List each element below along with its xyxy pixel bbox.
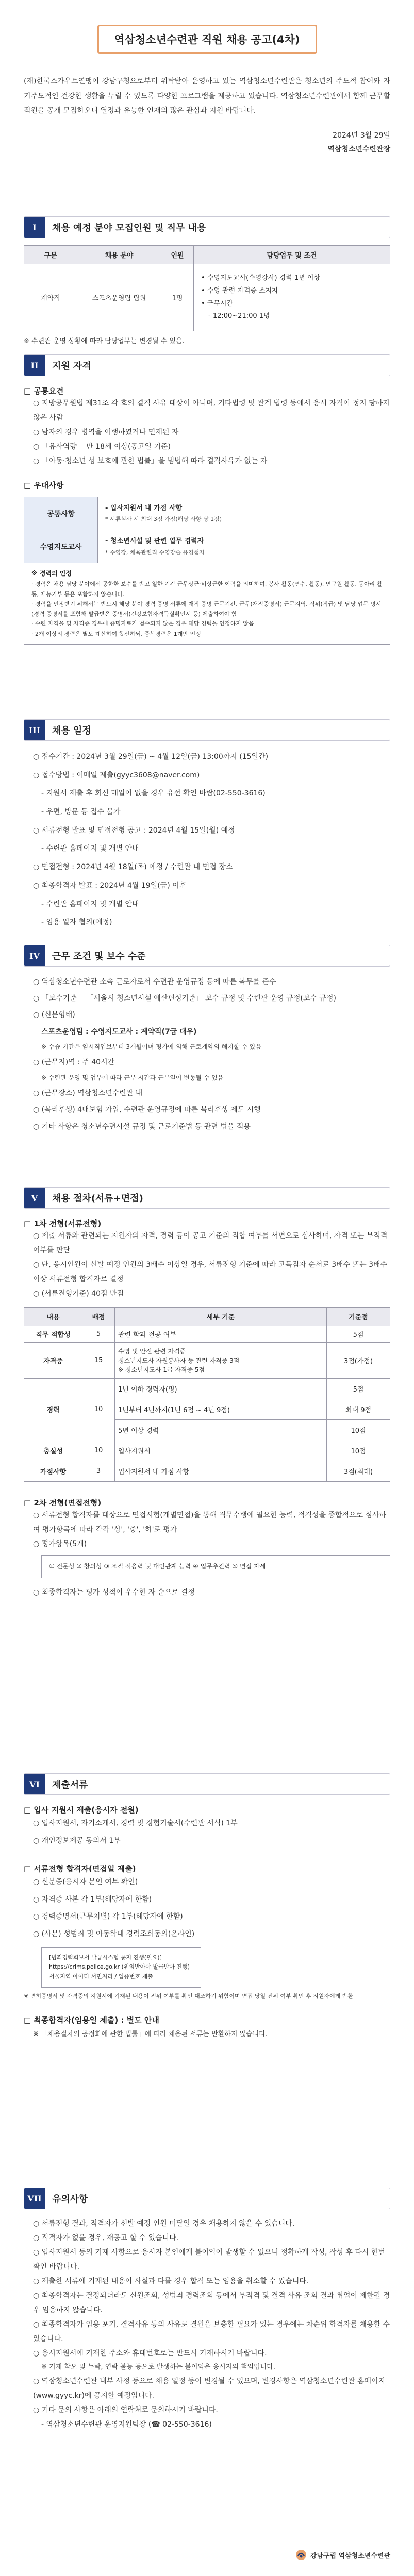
section-title: 채용 절차(서류+면접) (52, 1193, 143, 1204)
table-cell: 스포츠운영팀 팀원 (77, 264, 161, 331)
section-caution (24, 2188, 390, 2432)
preferred-sub: * 수영장, 체육관련직 수영강습 유경험자 (105, 549, 205, 556)
table-cell: 1년부터 4년까지(1년 6점 ~ 4년 9점) (115, 1399, 327, 1420)
schedule-list (24, 748, 390, 932)
section-qualification (24, 354, 390, 645)
common-req-title: □ 공통요건 (24, 386, 64, 396)
recruit-table (24, 245, 390, 331)
duties-cell (194, 264, 390, 331)
caution-item: ○ 입사지원서 등의 기재 사항으로 응시자 본인에게 불이익이 발생할 수 있으니 정확하게 작성, 작성 후 다시 한번 확인 바랍니다. (33, 2248, 385, 2271)
final-decision: ○ 최종합격자는 평가 성적이 우수한 자 순으로 결정 (33, 1588, 195, 1597)
schedule-item: ○ 최종합격자 발표 : 2024년 4월 19일(금) 이후 (33, 881, 187, 890)
table-cell: 계약직 (24, 264, 77, 331)
career-note: · 수련 자격을 및 자격증 경우에 증명자료가 첨수되지 않은 경우 해당 경력을 인정하지 않음 (31, 620, 254, 628)
section-number: IV (24, 945, 45, 966)
section-number: II (24, 355, 45, 376)
table-cell: 입사지원서 내 가점 사항 (115, 1461, 327, 1482)
section-documents (24, 1773, 390, 2041)
career-note: · 경력은 채용 담당 분야에서 공한한 보수를 받고 일한 기간 근무상근·비상근한 이력을 의미하며, 봉사 활동(연수, 활동), 연구원 활동, 동아리 활동, 재능기부 등은 포함하지 않습니다. (31, 581, 383, 598)
table-cell: 5점 (327, 1379, 390, 1399)
table-cell: 1년 이하 경력자(명) (115, 1379, 327, 1399)
schedule-item: ○ 접수기간 : 2024년 3월 29일(금) ~ 4월 12일(금) 13:00까지 (15일간) (33, 753, 269, 761)
section-header (24, 354, 390, 376)
schedule-item: ○ 서류전형 발표 및 면접전형 공고 : 2024년 4월 15일(월) 예정 (33, 826, 235, 835)
preferred-label: 수영지도교사 (24, 530, 98, 563)
table-cell: 5년 이상 경력 (115, 1420, 327, 1440)
section-header (24, 2188, 390, 2209)
duty-item: - 12:00~21:00 1명 (208, 312, 270, 320)
schedule-item: - 임용 일자 협의(예정) (41, 918, 112, 927)
table-header: 구분 (24, 246, 77, 264)
recruit-note: ※ 수련관 운영 상황에 따라 담당업무는 변경될 수 있음. (24, 337, 185, 345)
schedule-item: ○ 접수방법 : 이메일 제출(gyyc3608@naver.com) (33, 771, 200, 779)
table-cell: 5 (82, 1326, 115, 1343)
caution-item: ※ 기재 착오 및 누락, 연락 불능 등으로 발생하는 불이익은 응시자의 책임입니다. (41, 2363, 275, 2371)
table-cell: 10 (82, 1379, 115, 1440)
section-procedure (24, 1187, 390, 1600)
screening-table (24, 1307, 390, 1482)
caution-item: - 역삼청소년수련관 운영지원팀장 (☎ 02-550-3616) (41, 2420, 212, 2429)
career-notes (24, 563, 390, 645)
section-title: 제출서류 (52, 1780, 88, 1790)
work-item: ※ 수련관 운영 및 업무에 따라 근무 시간과 근무일이 변동될 수 있음 (41, 1074, 224, 1081)
docs-item: ○ 신분증(응시자 본인 여부 확인) (33, 1878, 138, 1887)
table-cell: 가점사항 (24, 1461, 82, 1482)
schedule-item: - 지원서 제출 후 회신 메일이 없을 경우 유선 확인 바람(02-550-3616) (41, 789, 266, 798)
table-cell: 수영 및 안전 관련 자격증 청소년지도사 자원봉사자 등 관련 자격증 3점 ※ 청소년지도사 1급 자격증 5점 (115, 1343, 327, 1379)
preferred-content (98, 530, 390, 563)
criminal-record-box (41, 1947, 201, 1988)
section-title: 지원 자격 (52, 361, 91, 371)
intro-paragraph: (재)한국스카우트연맹이 강남구청으로부터 위탁받아 운영하고 있는 역삼청소년수련관은 청소년의 주도적 참여와 자기주도적인 건강한 생활을 누릴 수 있도록 다양한 프로그램을 제공하고 있습니다. 역삼청소년수련관에서 함께 근무할 직원을 공개 모집하오니 열정과 유능한 인재의 많은 관심과 지원 바랍니다. (24, 77, 390, 115)
announcement-date: 2024년 3월 29일 (333, 131, 390, 140)
footer-org (295, 2549, 390, 2561)
common-req-item: ○ 남자의 경우 병역을 이행하였거나 면제된 자 (33, 428, 179, 436)
preferred-table (24, 497, 390, 645)
table-header: 배점 (82, 1308, 115, 1326)
work-item: ○ 「보수기준」 「서울시 청소년시설 예산편성기준」 보수 규정 및 수련관 운영 규정(보수 규정) (33, 994, 336, 1003)
preferred-title: □ 우대사항 (24, 481, 64, 490)
docs-final-note: ※ 「채용절차의 공정화에 관한 법률」에 따라 채용된 서류는 반환하지 않습니다. (33, 2030, 268, 2039)
section-number: VI (24, 1774, 45, 1794)
preferred-sub: * 서류심사 시 최대 3점 가점(해당 사항 당 1점) (105, 516, 222, 523)
section-number: VII (24, 2188, 45, 2209)
table-cell: 3 (82, 1461, 115, 1482)
org-logo-icon (295, 2549, 307, 2561)
table-cell: 최대 9점 (327, 1399, 390, 1420)
caution-item: ○ 최종합격자가 임용 포기, 결격사유 등의 사유로 결원을 보충할 필요가 있는 경우에는 차순위 합격자를 채용할 수 있습니다. (33, 2320, 390, 2343)
section-number: I (24, 217, 45, 238)
box-line: 서울지역 아이디 서면처리 / 입증번호 제출 (49, 1973, 153, 1980)
section-header (24, 1187, 390, 1209)
section-work-conditions (24, 945, 390, 1135)
first-stage-title: □ 1차 전형(서류전형) (24, 1219, 102, 1228)
table-cell: 3점(최대) (327, 1461, 390, 1482)
section-number: V (24, 1188, 45, 1208)
work-item: ○ (신분형태) (33, 1011, 75, 1020)
table-header: 기준점 (327, 1308, 390, 1326)
career-note: · 2개 이상의 경력은 별도 계산하여 합산하되, 중복경력은 1개만 인정 (31, 630, 201, 637)
caution-item: ○ 기타 문의 사항은 아래의 연락처로 문의하시기 바랍니다. (33, 2406, 218, 2414)
table-header: 인원 (161, 246, 194, 264)
caution-item: ○ 제출한 서류에 기재된 내용이 사실과 다를 경우 합격 또는 임용을 취소할 수 있습니다. (33, 2277, 309, 2285)
box-line: [범죄경력회보서 발급시스템 통지 진행(필요)] (49, 1954, 162, 1961)
section-title: 유의사항 (52, 2194, 88, 2205)
docs-item: ○ 입사지원서, 자기소개서, 경력 및 경험기술서(수련관 서식) 1부 (33, 1819, 238, 1827)
section-header (24, 719, 390, 741)
table-cell: 자격증 (24, 1343, 82, 1379)
common-req-item: ○ 「아동·청소년 성 보호에 관한 법률」을 범법해 따라 결격사유가 없는 자 (33, 457, 268, 465)
caution-item: ○ 적격자가 없을 경우, 재공고 할 수 있습니다. (33, 2234, 179, 2242)
work-item: 스포츠운영팀 : 수영지도교사 : 계약직(7급 대우) (41, 1027, 197, 1036)
section-header (24, 945, 390, 967)
page-title: 역삼청소년수련관 직원 채용 공고(4차) (97, 25, 317, 54)
table-cell: 경력 (24, 1379, 82, 1440)
table-cell: 충실성 (24, 1440, 82, 1461)
table-header: 내용 (24, 1308, 82, 1326)
section-header (24, 1773, 390, 1795)
docs-box-note: ※ 면허증명서 및 자격증의 지원서에 기재된 내용이 진위 여부를 확인 대조하기 위함이며 면접 당일 진위 여부 확인 후 지원자에게 반환 (24, 1992, 353, 1999)
common-req-item: ○ 지방공무원법 제31조 각 호의 결격 사유 대상이 아니며, 기타법령 및 관계 법령 등에서 응시 자격이 정지 당하지 않은 사람 (33, 399, 390, 422)
first-stage-item: ○ 단, 응시인원이 선발 예정 인원의 3배수 이상일 경우, 서류전형 기준에 따라 고득점자 순서로 3배수 또는 3배수 이상 서류전형 합격자로 결정 (33, 1261, 388, 1283)
table-cell: 10 (82, 1440, 115, 1461)
docs-apply-title: □ 입사 지원시 제출(응시자 전원) (24, 1805, 139, 1815)
docs-item: ○ 경력증명서(근무처별) 각 1부(해당자에 한함) (33, 1912, 183, 1921)
section-number: III (24, 720, 45, 740)
table-cell: 입사지원서 (115, 1440, 327, 1461)
table-cell: 관련 학과 전공 여부 (115, 1326, 327, 1343)
table-header: 세부 기준 (115, 1308, 327, 1326)
section-title: 근무 조건 및 보수 수준 (52, 951, 146, 962)
docs-final-title: □ 최종합격자(임용일 제출) : 별도 안내 (24, 2015, 159, 2025)
docs-pass-title: □ 서류전형 합격자(면접일 제출) (24, 1864, 136, 1874)
announcement-date-block (24, 129, 390, 156)
preferred-label: 공통사항 (24, 497, 98, 530)
preferred-main: - 청소년시설 및 관련 업무 경력자 (105, 537, 204, 546)
section-recruit (24, 216, 390, 348)
caution-item: ○ 최종합격자는 결정되더라도 신원조회, 성범죄 경력조회 등에서 부적격 및 결격 사유 조회 결과 취업이 제한될 경우 임용하지 않습니다. (33, 2292, 390, 2314)
schedule-item: ○ 면접전형 : 2024년 4월 18일(목) 예정 / 수련관 내 면접 장소 (33, 863, 233, 872)
career-notes-title: ※ 경력의 인정 (31, 570, 72, 578)
table-header: 담당업무 및 조건 (194, 246, 390, 264)
work-item: ○ 기타 사항은 청소년수련시설 규정 및 근로기준법 등 관련 법을 적용 (33, 1122, 251, 1131)
section-header (24, 216, 390, 238)
table-header: 채용 분야 (77, 246, 161, 264)
section-schedule (24, 719, 390, 932)
table-cell: 1명 (161, 264, 194, 331)
docs-item: ○ 개인정보제공 동의서 1부 (33, 1836, 121, 1845)
schedule-item: - 우편, 방문 등 접수 불가 (41, 808, 121, 817)
section-title: 채용 예정 분야 모집인원 및 직무 내용 (52, 223, 206, 233)
section-title: 채용 일정 (52, 725, 91, 736)
caution-list (24, 2216, 390, 2432)
first-stage-item: ○ (서류전형기준) 40점 만점 (33, 1290, 124, 1298)
second-stage-item: ○ 서류전형 합격자를 대상으로 면접시험(개별면접)을 통해 직무수행에 필요한 능력, 적격성을 종합적으로 심사하여 평가항목에 따라 각각 '상', '중', '하'로 평가 (33, 1511, 387, 1534)
announcement-page (0, 25, 414, 2576)
first-stage-item: ○ 제출 서류와 관련되는 지원자의 자격, 경력 등이 공고 기준의 적합 여부를 서면으로 심사하며, 자격 또는 부적격 여부를 판단 (33, 1232, 388, 1255)
duty-item: • 근무시간 (201, 299, 234, 308)
common-req-item: ○ 「유사역량」 만 18세 이상(공고일 기준) (33, 443, 171, 451)
table-cell: 직무 적합성 (24, 1326, 82, 1343)
career-note: · 경력을 인정받기 위해서는 반드시 해당 분야 경력 증명 서류에 재직 증명 근무기간, 근무(재직증명서) 근무지역, 직위(직급) 및 담당 업무 명시(경력 증명서를 포함해 발급받은 증명서(건강보험자격득실확인서 등) 제출하여야 함 (31, 600, 382, 618)
schedule-item: - 수련관 홈페이지 및 개별 안내 (41, 844, 139, 853)
footer-org-name: 강남구립 역삼청소년수련관 (310, 2552, 390, 2560)
second-stage-title: □ 2차 전형(면접전형) (24, 1498, 102, 1507)
preferred-main: - 입사지원서 내 가점 사항 (105, 504, 183, 512)
table-cell: 10점 (327, 1440, 390, 1461)
caution-item: ○ 서류전형 결과, 적격자가 선발 예정 인원 미달일 경우 채용하지 않을 수 있습니다. (33, 2219, 295, 2228)
box-line: https://crims.police.go.kr (위임받아야 발급받아 진행) (49, 1963, 190, 1971)
duty-item: • 수영지도교사(수영강사) 경력 1년 이상 (201, 274, 320, 282)
table-cell: 10점 (327, 1420, 390, 1440)
caution-item: ○ 응시지원서에 기재한 주소와 휴대번호로는 반드시 기재하시기 바랍니다. (33, 2349, 267, 2358)
preferred-content (98, 497, 390, 530)
work-item: ○ (근무지)역 : 주 40시간 (33, 1058, 115, 1067)
schedule-item: - 수련관 홈페이지 및 개별 안내 (41, 900, 139, 908)
second-stage-item: ○ 평가항목(5개) (33, 1540, 87, 1548)
caution-item: ○ 역삼청소년수련관 내부 사정 등으로 채용 일정 등이 변경될 수 있으며, 변경사항은 역삼청소년수련관 홈페이지(www.gyyc.kr)에 공지할 예정입니다. (33, 2377, 386, 2400)
work-item: ○ (근무장소) 역삼청소년수련관 내 (33, 1089, 143, 1098)
table-cell: 5점 (327, 1326, 390, 1343)
work-item: ○ 역삼청소년수련관 소속 근로자로서 수련관 운영규정 등에 따른 복무를 준수 (33, 978, 276, 986)
evaluation-items-box: ① 전문성 ② 창의성 ③ 조직 적응력 및 대인관계 능력 ④ 업무추진력 ⑤ 면접 자세 (41, 1555, 390, 1578)
work-list (24, 974, 390, 1135)
docs-item: ○ (사본) 성범죄 및 아동학대 경력조회동의(온라인) (33, 1929, 195, 1938)
announcement-org: 역삼청소년수련관장 (327, 145, 390, 154)
work-item: ○ (복리후생) 4대보험 가입, 수련관 운영규정에 따른 복리후생 제도 시행 (33, 1106, 261, 1114)
duty-item: • 수영 관련 자격증 소지자 (201, 286, 278, 295)
table-cell: 3점(가점) (327, 1343, 390, 1379)
docs-item: ○ 자격증 사본 각 1부(해당자에 한함) (33, 1895, 152, 1904)
table-cell: 15 (82, 1343, 115, 1379)
work-item: ※ 수습 기간은 임시직입보부터 3개월이며 평가에 의해 근로계약의 해지할 수 있음 (41, 1043, 261, 1050)
